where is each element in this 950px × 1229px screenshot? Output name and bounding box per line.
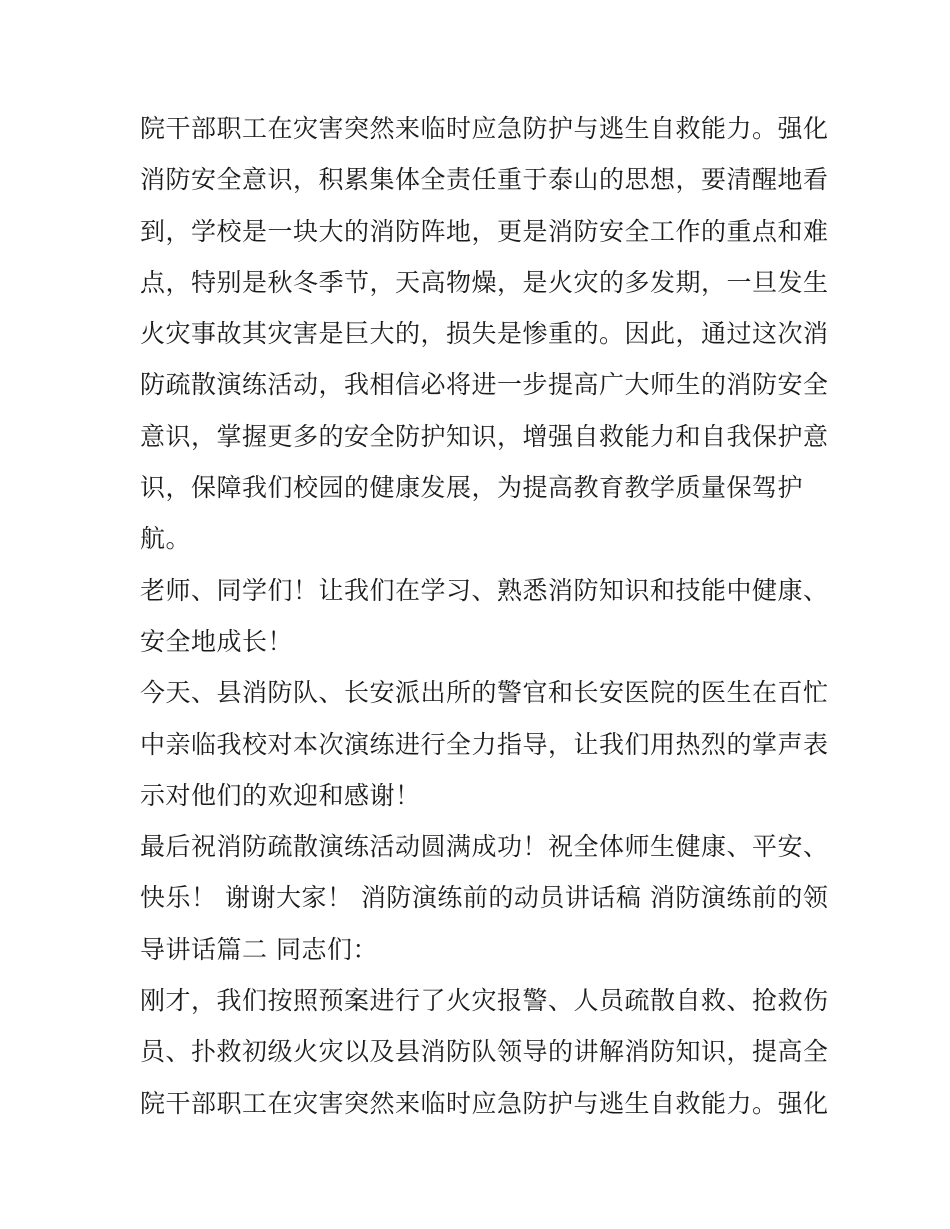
text-line: 示对他们的欢迎和感谢！ [140, 780, 421, 810]
text-line: 院干部职工在灾害突然来临时应急防护与逃生自救能力。强化 [140, 114, 829, 143]
text-line: 意识，掌握更多的安全防护知识，增强自救能力和自我保护意 [140, 421, 829, 451]
text-line: 火灾事故其灾害是巨大的，损失是惨重的。因此，通过这次消 [140, 319, 829, 349]
text-line: 员、扑救初级火灾以及县消防队领导的讲解消防知识，提高全 [140, 1037, 829, 1067]
text-line: 刚才，我们按照预案进行了火灾报警、人员疏散自救、抢救伤 [140, 986, 829, 1016]
text-line: 中亲临我校对本次演练进行全力指导，让我们用热烈的掌声表 [140, 729, 829, 759]
document-body [140, 103, 829, 1129]
text-line: 最后祝消防疏散演练活动圆满成功！祝全体师生健康、平安、 [140, 832, 829, 862]
text-line: 识，保障我们校园的健康发展，为提高教育教学质量保驾护 [140, 473, 804, 503]
text-line: 到，学校是一块大的消防阵地，更是消防安全工作的重点和难 [140, 216, 829, 246]
text-line: 快乐！ 谢谢大家！ 消防演练前的动员讲话稿 消防演练前的领 [140, 883, 829, 913]
text-line: 点，特别是秋冬季节，天高物燥，是火灾的多发期，一旦发生 [140, 267, 829, 297]
text-line: 今天、县消防队、长安派出所的警官和长安医院的医生在百忙 [140, 678, 829, 708]
text-line: 导讲话篇二 同志们： [140, 934, 378, 964]
text-line: 防疏散演练活动，我相信必将进一步提高广大师生的消防安全 [140, 370, 829, 400]
text-line: 消防安全意识，积累集体全责任重于泰山的思想，要清醒地看 [140, 165, 829, 195]
text-line: 安全地成长！ [140, 626, 294, 656]
text-line: 老师、同学们！让我们在学习、熟悉消防知识和技能中健康、 [140, 575, 829, 605]
text-line: 院干部职工在灾害突然来临时应急防护与逃生自救能力。强化 [140, 1088, 829, 1118]
text-line: 航。 [140, 524, 192, 554]
